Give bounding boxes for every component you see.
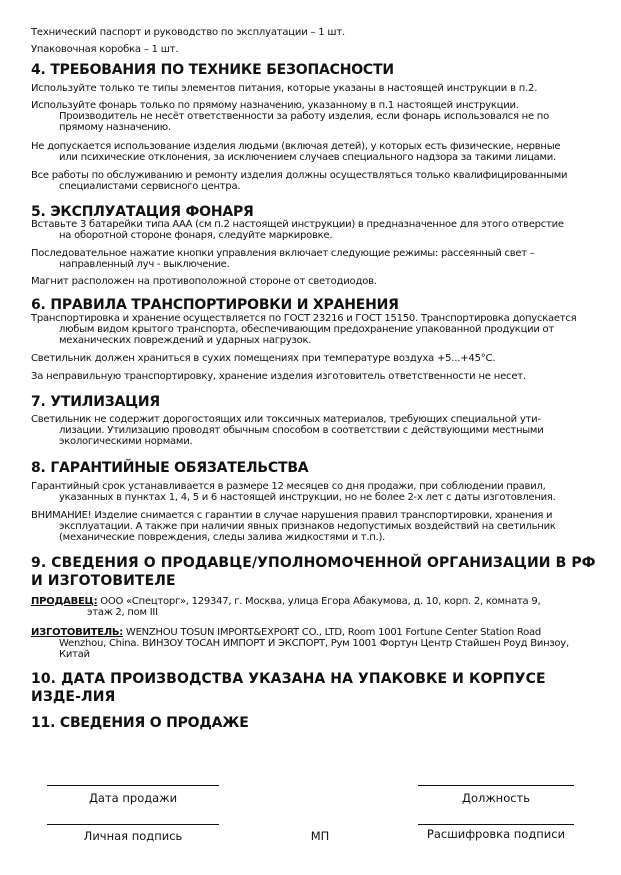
- section-8-title: 8. ГАРАНТИЙНЫЕ ОБЯЗАТЕЛЬСТВА: [31, 460, 309, 476]
- s7-paragraph-1: [31, 414, 592, 447]
- s5-p2-rest: направленный луч - выключение.: [59, 259, 230, 270]
- s4-p4-rest: специалистами сервисного центра.: [59, 181, 241, 192]
- s4-p2-rest: Производитель не несёт ответственности за работу изделия, если фонарь использовался не по прямому назначению.: [59, 111, 549, 133]
- position-line: [418, 785, 574, 786]
- sale-date-label: Дата продажи: [88, 791, 178, 805]
- s8-p1-first: Гарантийный срок устанавливается в размере 12 месяцев со дня продажи, при соблюдении правил,: [31, 481, 546, 492]
- s4-paragraph-2: [31, 100, 592, 133]
- section-7-title: 7. УТИЛИЗАЦИЯ: [31, 394, 161, 410]
- s5-p1-rest: на оборотной стороне фонаря, следуйте маркировке.: [59, 230, 333, 241]
- s5-paragraph-2: [31, 248, 592, 270]
- stamp-label: МП: [310, 829, 330, 843]
- sale-date-line: [47, 785, 219, 786]
- seller-first: ООО «Спецторг», 129347, г. Москва, улица Егора Абакумова, д. 10, корп. 2, комната 9,: [97, 596, 541, 607]
- s6-paragraph-2: Светильник должен храниться в сухих помещениях при температуре воздуха +5...+45°С.: [31, 353, 496, 364]
- s7-p1-rest: лизации. Утилизацию проводят обычным способом в соответствии с действующими местными экологическими нормами.: [59, 425, 544, 447]
- s8-p2-first: ВНИМАНИЕ! Изделие снимается с гарантии в случае нарушения правил транспортировки, хранения и: [31, 510, 553, 521]
- s8-p2-rest: эксплуатации. А также при наличии явных признаков недопустимых воздействий на светильник (механические повреждения, следы залива жидкостями и т.п.).: [59, 521, 556, 543]
- decoding-line: [418, 824, 574, 825]
- s8-paragraph-1: [31, 481, 592, 503]
- s4-paragraph-3: [31, 141, 592, 163]
- decoding-label: Расшифровка подписи: [426, 827, 566, 841]
- s9-maker: [31, 627, 592, 660]
- signature-label: Личная подпись: [83, 829, 183, 843]
- s5-p2-first: Последовательное нажатие кнопки управления включает следующие режимы: рассеянный свет –: [31, 248, 535, 259]
- s6-p1-rest: любым видом крытого транспорта, обеспечивающим предохранение упакованной продукции от механических повреждений и ударных нагрузок.: [59, 324, 554, 346]
- s4-p2-first: Используйте фонарь только по прямому назначению, указанному в п.1 настоящей инструкции.: [31, 100, 519, 111]
- intro-line-2: Упаковочная коробка – 1 шт.: [31, 44, 179, 55]
- section-9-title: 9. СВЕДЕНИЯ О ПРОДАВЦЕ/УПОЛНОМОЧЕННОЙ ОРГАНИЗАЦИИ В РФ И ИЗГОТОВИТЕЛЕ: [31, 555, 596, 589]
- s7-p1-first: Светильник не содержит дорогостоящих или токсичных материалов, требующих специальной ути-: [31, 414, 541, 425]
- s6-paragraph-1: [31, 313, 592, 346]
- s8-p1-rest: указанных в пунктах 1, 4, 5 и 6 настоящей инструкции, но не более 2-х лет с даты изготовления.: [59, 492, 556, 503]
- s8-paragraph-2: [31, 510, 592, 543]
- section-6-title: 6. ПРАВИЛА ТРАНСПОРТИРОВКИ И ХРАНЕНИЯ: [31, 297, 399, 313]
- s6-p1-first: Транспортировка и хранение осуществляется по ГОСТ 23216 и ГОСТ 15150. Транспортировка допускается: [31, 313, 577, 324]
- s5-paragraph-1: [31, 219, 592, 241]
- s6-paragraph-3: За неправильную транспортировку, хранение изделия изготовитель ответственности не несет.: [31, 371, 526, 382]
- section-10-title: 10. ДАТА ПРОИЗВОДСТВА УКАЗАНА НА УПАКОВКЕ И КОРПУСЕ ИЗДЕ-ЛИЯ: [31, 671, 546, 705]
- intro-line-1: Технический паспорт и руководство по эксплуатации – 1 шт.: [31, 27, 345, 38]
- s9-seller: [31, 596, 592, 618]
- s5-paragraph-3: Магнит расположен на противоположной стороне от светодиодов.: [31, 276, 377, 287]
- seller-label: ПРОДАВЕЦ:: [31, 596, 98, 607]
- maker-label: ИЗГОТОВИТЕЛЬ:: [31, 627, 123, 638]
- section-11-title: 11. СВЕДЕНИЯ О ПРОДАЖЕ: [31, 715, 249, 731]
- s5-p1-first: Вставьте 3 батарейки типа ААА (см п.2 настоящей инструкции) в предназначенное для этого отверстие: [31, 219, 564, 230]
- s4-p3-rest: или психические отклонения, за исключением случаев специального надзора за такими лицами.: [59, 152, 556, 163]
- s4-p4-first: Все работы по обслуживанию и ремонту изделия должны осуществляться только квалифицированными: [31, 170, 568, 181]
- s4-p3-first: Не допускается использование изделия людьми (включая детей), у которых есть физические, нервные: [31, 141, 561, 152]
- seller-rest: этаж 2, пом III: [87, 607, 158, 618]
- maker-rest: Wenzhou, China. ВИНЗОУ ТОСАН ИМПОРТ И ЭКСПОРТ, Рум 1001 Фортун Центр Стайшен Роуд Винзоу, Китай: [59, 638, 569, 660]
- maker-first: WENZHOU TOSUN IMPORT&EXPORT CO., LTD, Room 1001 Fortune Center Station Road: [123, 627, 541, 638]
- s4-paragraph-4: [31, 170, 592, 192]
- section-5-title: 5. ЭКСПЛУАТАЦИЯ ФОНАРЯ: [31, 204, 254, 220]
- signature-line: [47, 824, 219, 825]
- position-label: Должность: [461, 791, 531, 805]
- s4-paragraph-1: Используйте только те типы элементов питания, которые указаны в настоящей инструкции в п.2.: [31, 83, 538, 94]
- section-4-title: 4. ТРЕБОВАНИЯ ПО ТЕХНИКЕ БЕЗОПАСНОСТИ: [31, 62, 394, 78]
